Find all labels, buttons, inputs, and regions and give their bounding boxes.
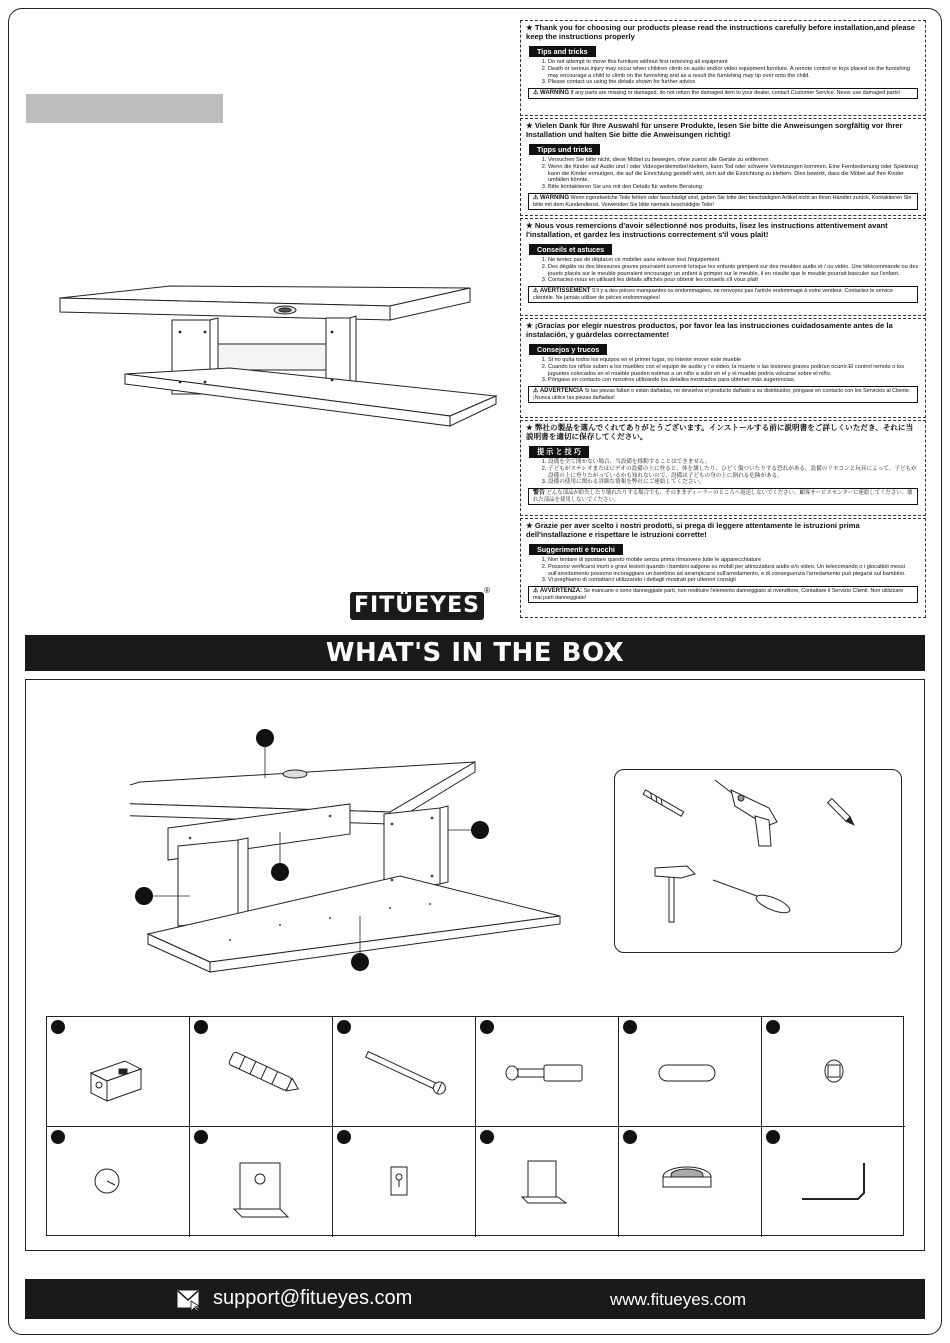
support-email-link[interactable]: support@fitueyes.com xyxy=(213,1287,413,1309)
warning-text: Se mancano o sono danneggiate parti, non restituire l'elemento danneggiato al rivenditore, Contattare il Servizio Clienti. Non utilizzare mai parti danneggiate! xyxy=(533,588,904,601)
whats-in-the-box-banner: WHAT'S IN THE BOX xyxy=(25,635,925,671)
cam-bolt-icon xyxy=(476,1017,619,1127)
tips-label: Suggerimenti e trucchi xyxy=(529,544,623,555)
hammer-icon xyxy=(651,862,701,926)
furniture-pad-icon xyxy=(47,1127,190,1237)
intro-text: Vielen Dank für Ihre Auswahl für unsere Produkte, lesen Sie bitte die Anweisungen sorgfältig vor Ihrer Installation und halten Sie bitte die Anweisungen richtig! xyxy=(526,121,903,139)
warning-box: ⚠ AVERTISSEMENT S'il y a des pièces manquantes ou endommagées, ne renvoyez pas l'article endommagé à votre vendeur. Contactez le service clientèle. Ne jamais utiliser de pièces endommagées! xyxy=(528,286,918,303)
allen-key-icon xyxy=(762,1127,905,1237)
brand-logo xyxy=(350,586,490,622)
wall-bracket-icon xyxy=(190,1127,333,1237)
tips-label: Conseils et astuces xyxy=(529,244,612,255)
warning-label: 警告 xyxy=(533,490,546,497)
part-cell-furniture-pad xyxy=(47,1127,190,1237)
tip-item: 1. Ne tentez pas de déplacer ce mobilier sans enlever tout l'équipement. xyxy=(548,257,920,264)
part-cell-cam-nut xyxy=(762,1017,905,1127)
tip-item: 2. Des dégâts ou des blessures graves pourraient survenir lorsque les enfants grimpent sur des meubles audio et / ou vidéo. Une télécommande ou des jouets placés sur le meuble pourraient encourager un enfant à grimper sur le meuble, il en résulte que le meuble pourrait basculer sur l'enfant. xyxy=(548,264,920,278)
warning-box: ⚠ ADVERTENCIA Si las piezas faltan o están dañadas, no devuelva el producto dañado a su distribuidor, póngase en contacto con los Servicios al Cliente. ¡Nunca utilice las piezas dañadas! xyxy=(528,386,918,403)
tip-item: 3. Póngase en contacto con nosotros utilizando los detalles mostrados para obtener más sugerencias. xyxy=(548,377,920,384)
instructions-german: ★ Vielen Dank für Ihre Auswahl für unsere Produkte, lesen Sie bitte die Anweisungen sorgfältig vor Ihrer Installation und halten Sie bitte die Anweisungen richtig! Tipps und tricks 1. Versuchen Sie bitte nicht, diese Möbel zu bewegen, ohne zuerst alle Geräte zu entfernen 2. Wenn die Kinder auf Audio und / oder Videogerätemöbel klettern, kann Tod oder schwere Verletzungen kommen. Eine Fernbedienung oder Spielzeug kann die Kinder ermutigen, die auf die Einrichtung gestellt wird, sich auf die Einrichtung zu klettern. Dies bewirkt, dass die Möbel auf Ihre Kinder umfallen könnte. 3. Bitte kontaktieren Sie uns mit den Details für weitere Beratung ⚠ WARNING Wenn irgendwelche Teile fehlen oder beschädigt sind, geben Sie bitte den beschädigten Artikel nicht an Ihren Händler zurück, Kontaktieren Sie bitte mit dem Kundendienst. Verwenden Sie bitte niemals beschädigte Teile! xyxy=(520,118,926,216)
cam-nut-icon xyxy=(762,1017,905,1127)
tips-label: Tips and tricks xyxy=(529,46,596,57)
assembled-tv-stand-illustration xyxy=(50,276,500,456)
part-cell-wood-dowel xyxy=(619,1017,762,1127)
tip-item: 2. 子どもがステレオまたはビデオの設備の上に登ると、体を壊したり、ひどく傷ついたりする恐れがある。設備のリモコンと玩具によって、子どもが設備の上に登りたがっているかも知れないので、設備は子どもの身の上に倒れる危険がある。 xyxy=(548,466,920,480)
intro-text: 弊社の製品を選んでくれてありがとうございます。インストールする前に説明書をご詳しくいただき、それに当説明書を適切に保存してください。 xyxy=(526,423,914,441)
part-cell-l-bracket xyxy=(476,1127,619,1237)
warning-label: AVVERTENZA: xyxy=(539,588,583,595)
warning-box: ⚠ AVVERTENZA: Se mancano o sono danneggiate parti, non restituire l'elemento danneggiato al rivenditore, Contattare il Servizio Clienti. Non utilizzare mai parti danneggiate! xyxy=(528,586,918,603)
keyhole-plate-icon xyxy=(333,1127,476,1237)
tip-item: 2. Possono verificarsi morti o gravi lesioni quando i bambini salgono su mobili per attrezzatura audio e/o video. Un telecomando o i giocattoli messi sull'arredamento possono incoraggiare un bambino ad arrampicarsi sull'arredamento, e di conseguenza l'arredamento può piegarsi sul bambino. xyxy=(548,564,920,578)
warning-label: AVERTISSEMENT xyxy=(539,288,591,295)
cable-grommet-icon xyxy=(619,1127,762,1237)
tip-item: 3. Please contact us using the details shown for further advice xyxy=(548,79,920,86)
part-cell-allen-key xyxy=(762,1127,905,1237)
part-cell-cam-lock xyxy=(47,1017,190,1127)
hardware-parts-grid xyxy=(46,1016,904,1236)
screw-icon xyxy=(333,1017,476,1127)
tip-item: 3. Bitte kontaktieren Sie uns mit den Details für weitere Beratung xyxy=(548,184,920,191)
instructions-japanese: ★ 弊社の製品を選んでくれてありがとうございます。インストールする前に説明書をご詳しくいただき、それに当説明書を適切に保存してください。 提 示 と 技 巧 1. 設備を全て開かない場合、当設備を移動することはできません。 2. 子どもがステレオまたはビデオの設備の上に登ると、体を壊したり、ひどく傷ついたりする恐れがある。設備のリモコンと玩具によって、子どもが設備の上に登りたがっているかも知れないので、設備は子どもの身の上に倒れる危険がある。 3. 設備の使用に関わる詳細な情報を弊社にご連絡してください。 警告 どんな部品が紛失したり壊れたりする場合でも、そのままディーラーのところへ返送しないでください。顧客サービスセンターに連絡してください。壊れた部品を使用しないでください。 xyxy=(520,420,926,516)
warning-text: S'il y a des pièces manquantes ou endommagées, ne renvoyez pas l'article endommagé à votre vendeur. Contactez le service clientèle. Ne jamais utiliser de pièces endommagées! xyxy=(533,288,893,301)
mail-icon xyxy=(177,1289,201,1311)
warning-text: Wenn irgendwelche Teile fehlen oder beschädigt sind, geben Sie bitte den beschädigten Artikel nicht an Ihren Händler zurück, Kontaktieren Sie bitte mit dem Kundendienst. Verwenden Sie bitte niemals beschädigte Teile! xyxy=(533,194,912,208)
part-cell-cable-grommet xyxy=(619,1127,762,1237)
tip-item: 1. 設備を全て開かない場合、当設備を移動することはできません。 xyxy=(548,459,920,466)
tip-item: 3. Contactez-nous en utilisant les détails affichés pour obtenir les conseils s'il vous plaît xyxy=(548,277,920,284)
part-cell-cam-bolt xyxy=(476,1017,619,1127)
tip-item: 1. Si no quita todos los equipos en el primer lugar, no intente mover este mueble xyxy=(548,357,920,364)
contact-footer xyxy=(25,1279,925,1319)
intro-text: Thank you for choosing our products please read the instructions carefully before installation,and please keep the instructions properly xyxy=(526,23,915,41)
tip-item: 3. Vi preghiamo di contattarci utilizzando i dettagli mostrati per ulteriori consigli xyxy=(548,577,920,584)
tip-item: 2. Cuando los niños suben a los muebles con el equipo de audio y / o video, la muerte o las lesiones graves podrían ocurrir.El control remoto o los juguetes colocados en el mueble pueden estimar a un niño a subir en el y el mueble podría volcarse sobre el niño. xyxy=(548,364,920,378)
instructions-french: ★ Nous vous remercions d'avoir sélectionné nos produits, lisez les instructions attentivement avant l'installation, et gardez les instructions correctement s'il vous plaît! Conseils et astuces 1. Ne tentez pas de déplacer ce mobilier sans enlever tout l'équipement. 2. Des dégâts ou des blessures graves pourraient survenir lorsque les enfants grimpent sur des meubles audio et / ou vidéo. Une télécommande ou des jouets placés sur le meuble pourraient encourager un enfant à grimper sur le meuble, il en résulte que le meuble pourrait basculer sur l'enfant. 3. Contactez-nous en utilisant les détails affichés pour obtenir les conseils s'il vous plaît ⚠ AVERTISSEMENT S'il y a des pièces manquantes ou endommagées, ne renvoyez pas l'article endommagé à votre vendeur. Contactez le service clientèle. Ne jamais utiliser de pièces endommagées! xyxy=(520,218,926,316)
power-drill-icon xyxy=(711,776,791,848)
warning-box: ⚠ WARNING If any parts are missing or damaged, do not return the damaged item to your dealer, contact Customer Service. Never use damaged parts! xyxy=(528,88,918,99)
warning-text: Si las piezas faltan o están dañadas, no devuelva el producto dañado a su distribuidor, póngase en contacto con los Servicios al Cliente. ¡Nunca utilice las piezas dañadas! xyxy=(533,388,911,401)
screwdriver-icon xyxy=(711,874,801,922)
part-cell-wall-bracket xyxy=(190,1127,333,1237)
part-cell-keyhole-plate xyxy=(333,1127,476,1237)
title-placeholder-bar xyxy=(26,94,223,123)
exploded-parts-diagram xyxy=(130,720,580,980)
intro-text: ¡Gracias por elegir nuestros productos, por favor lea las instrucciones cuidadosamente antes de la instalación, y guárdelas correctamente! xyxy=(526,321,893,339)
wood-dowel-icon xyxy=(619,1017,762,1127)
tips-label: 提 示 と 技 巧 xyxy=(529,446,589,458)
tip-item: 1. Versuchen Sie bitte nicht, diese Möbel zu bewegen, ohne zuerst alle Geräte zu entfernen xyxy=(548,157,920,164)
wall-anchor-icon xyxy=(190,1017,333,1127)
drill-bit-icon xyxy=(639,784,689,824)
warning-label: ADVERTENCIA xyxy=(539,388,584,395)
part-cell-wall-anchor xyxy=(190,1017,333,1127)
warning-label: WARNING xyxy=(540,90,570,97)
tools-required-box xyxy=(614,769,902,953)
safety-instructions xyxy=(520,20,926,620)
registered-mark: ® xyxy=(484,586,490,595)
tip-item: 2. Death or serious injury may occur when children climb on audio and/or video equipment furniture. A remote control or toys placed on the furnishing may encourage a child to climb on the furnishing and as a result the furnishing may tip over onto the child. xyxy=(548,66,920,80)
warning-text: If any parts are missing or damaged, do not return the damaged item to your dealer, contact Customer Service. Never use damaged parts! xyxy=(570,90,901,97)
intro-text: Grazie per aver scelto i nostri prodotti, si prega di leggere attentamente le istruzioni prima dell'installazione e rispettare le istruzioni corrette! xyxy=(526,521,860,539)
tips-label: Consejos y trucos xyxy=(529,344,607,355)
intro-text: Nous vous remercions d'avoir sélectionné nos produits, lisez les instructions attentivement avant l'installation, et gardez les instructions correctement s'il vous plaît! xyxy=(526,221,888,239)
tip-item: 1. Non tentare di spostare questo mobile senza prima rimuovere tutte le apparecchiature xyxy=(548,557,920,564)
tip-item: 3. 設備の使用に関わる詳細な情報を弊社にご連絡してください。 xyxy=(548,479,920,486)
tip-item: 1. Do not attempt to move this furniture without first removing all equipment xyxy=(548,59,920,66)
brand-logo-text: FITÜEYES xyxy=(354,593,480,618)
warning-label: WARNING xyxy=(540,194,570,201)
warning-text: どんな部品が紛失したり壊れたりする場合でも、そのままディーラーのところへ返送しないでください。顧客サービスセンターに連絡してください。壊れた部品を使用しないでください。 xyxy=(533,490,913,503)
warning-box: ⚠ WARNING Wenn irgendwelche Teile fehlen oder beschädigt sind, geben Sie bitte den beschädigten Artikel nicht an Ihren Händler zurück, Kontaktieren Sie bitte mit dem Kundendienst. Verwenden Sie bitte niemals beschädigte Teile! xyxy=(528,193,918,210)
tip-item: 2. Wenn die Kinder auf Audio und / oder Videogerätemöbel klettern, kann Tod oder schwere Verletzungen kommen. Eine Fernbedienung oder Spielzeug kann die Kinder ermutigen, die auf die Einrichtung gestellt wird, sich auf die Einrichtung zu klettern. Dies bewirkt, dass die Möbel auf Ihre Kinder umfallen könnte. xyxy=(548,164,920,184)
warning-box xyxy=(528,488,918,505)
part-cell-screw xyxy=(333,1017,476,1127)
instructions-italian: ★ Grazie per aver scelto i nostri prodotti, si prega di leggere attentamente le istruzioni prima dell'installazione e rispettare le istruzioni corrette! Suggerimenti e trucchi 1. Non tentare di spostare questo mobile senza prima rimuovere tutte le apparecchiature 2. Possono verificarsi morti o gravi lesioni quando i bambini salgono su mobili per attrezzatura audio e/o video. Un telecomando o i giocattoli messi sull'arredamento possono incoraggiare un bambino ad arrampicarsi sull'arredamento, e di conseguenza l'arredamento può piegarsi sul bambino. 3. Vi preghiamo di contattarci utilizzando i dettagli mostrati per ulteriori consigli ⚠ AVVERTENZA: Se mancano o sono danneggiate parti, non restituire l'elemento danneggiato al rivenditore, Contattare il Servizio Clienti. Non utilizzare mai parti danneggiate! xyxy=(520,518,926,618)
instructions-spanish: ★ ¡Gracias por elegir nuestros productos, por favor lea las instrucciones cuidadosamente antes de la instalación, y guárdelas correctamente! Consejos y trucos 1. Si no quita todos los equipos en el primer lugar, no intente mover este mueble 2. Cuando los niños suben a los muebles con el equipo de audio y / o video, la muerte o las lesiones graves podrían ocurrir.El control remoto o los juguetes colocados en el mueble pueden estimar a un niño a subir en el y el mueble podría volcarse sobre el niño. 3. Póngase en contacto con nosotros utilizando los detalles mostrados para obtener más sugerencias. ⚠ ADVERTENCIA Si las piezas faltan o están dañadas, no devuelva el producto dañado a su distribuidor, póngase en contacto con los Servicios al Cliente. ¡Nunca utilice las piezas dañadas! xyxy=(520,318,926,418)
l-bracket-icon xyxy=(476,1127,619,1237)
pencil-icon xyxy=(819,792,863,832)
website-link[interactable]: www.fitueyes.com xyxy=(610,1290,747,1309)
instructions-english: ★ Thank you for choosing our products please read the instructions carefully before installation,and please keep the instructions properly Tips and tricks 1. Do not attempt to move this furniture without first removing all equipment 2. Death or serious injury may occur when children climb on audio and/or video equipment furniture. A remote control or toys placed on the furnishing may encourage a child to climb on the furnishing and as a result the furnishing may tip over onto the child. 3. Please contact us using the details shown for further advice ⚠ WARNING If any parts are missing or damaged, do not return the damaged item to your dealer, contact Customer Service. Never use damaged parts! xyxy=(520,20,926,116)
tips-label: Tipps und tricks xyxy=(529,144,600,155)
cam-lock-icon xyxy=(47,1017,190,1127)
